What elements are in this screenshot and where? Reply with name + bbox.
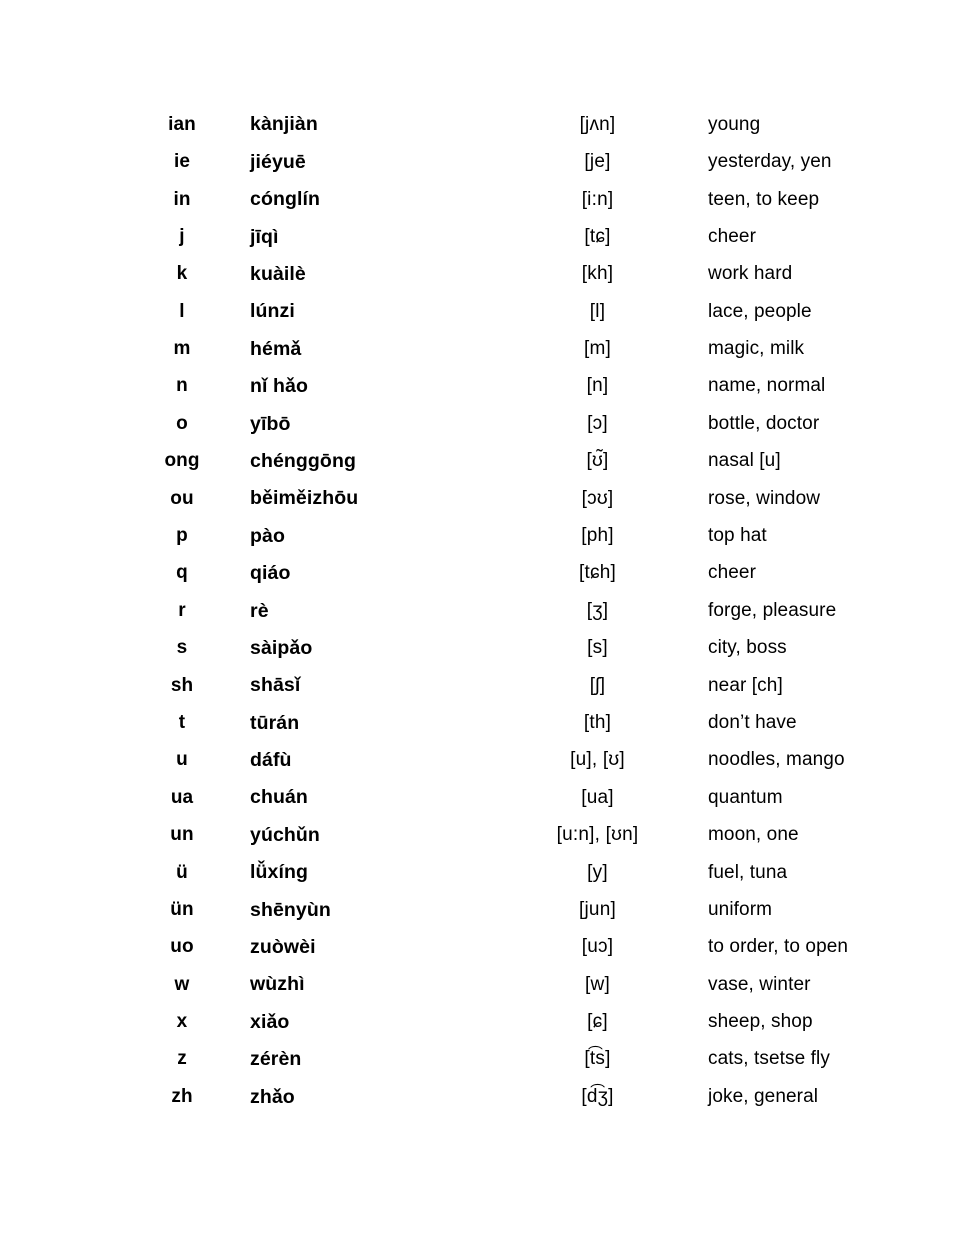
table-row (0, 929, 960, 966)
table-row (0, 480, 960, 517)
pinyin-initial-cell: w (174, 973, 190, 995)
table-row (0, 405, 960, 442)
meaning-cell: near [ch] (708, 674, 783, 696)
pinyin-initial-cell: ü (176, 861, 188, 883)
table-row (0, 966, 960, 1003)
pinyin-example-cell: sàipǎo (250, 636, 313, 659)
ipa-cell: [ʒ] (586, 599, 609, 621)
pinyin-example-cell: qiáo (250, 562, 291, 585)
pinyin-initial-cell: zh (171, 1085, 193, 1107)
pinyin-example-cell: lúnzi (250, 300, 295, 323)
meaning-cell: young (708, 113, 761, 135)
pinyin-example-cell: xiǎo (250, 1010, 290, 1033)
pinyin-initial-cell: k (176, 263, 188, 285)
table-row (0, 629, 960, 666)
pinyin-example-cell: chénggōng (250, 449, 356, 472)
meaning-cell: cheer (708, 562, 757, 584)
pinyin-example-cell: dáfù (250, 749, 292, 772)
ipa-cell: [m] (584, 338, 611, 360)
ipa-cell: [n] (586, 375, 609, 397)
table-row (0, 218, 960, 255)
meaning-cell: cats, tsetse fly (708, 1048, 830, 1070)
meaning-cell: noodles, mango (708, 749, 845, 771)
ipa-cell: [u], [ʊ] (570, 749, 625, 771)
ipa-cell: [i:n] (581, 188, 614, 210)
pinyin-initial-cell: ou (170, 487, 194, 509)
pinyin-example-cell: wùzhì (250, 973, 305, 996)
pinyin-example-cell: lǚxíng (250, 861, 309, 884)
ipa-cell: [jun] (579, 898, 616, 920)
pinyin-example-cell: zérèn (250, 1048, 302, 1071)
ipa-cell: [kh] (581, 263, 614, 285)
meaning-cell: don’t have (708, 711, 797, 733)
meaning-cell: sheep, shop (708, 1011, 813, 1033)
meaning-cell: fuel, tuna (708, 861, 788, 883)
table-row (0, 517, 960, 554)
pinyin-example-cell: tūrán (250, 711, 300, 734)
meaning-cell: teen, to keep (708, 188, 820, 210)
ipa-cell: [ua] (581, 786, 614, 808)
pinyin-initial-cell: sh (170, 674, 194, 696)
meaning-cell: moon, one (708, 824, 799, 846)
table-row (0, 891, 960, 928)
pinyin-example-cell: kànjiàn (250, 113, 318, 136)
pinyin-initial-cell: ong (164, 450, 200, 472)
ipa-cell: [ʃ] (589, 674, 606, 696)
pinyin-initial-cell: ian (168, 113, 196, 135)
pinyin-initial-cell: t (178, 711, 186, 733)
ipa-cell: [l] (589, 300, 606, 322)
pinyin-initial-cell: o (176, 412, 188, 434)
pinyin-initial-cell: un (170, 824, 194, 846)
table-row (0, 143, 960, 180)
pinyin-initial-cell: ie (173, 151, 191, 173)
meaning-cell: city, boss (708, 637, 787, 659)
ipa-cell: [th] (583, 711, 612, 733)
table-row (0, 667, 960, 704)
table-row (0, 443, 960, 480)
table-row (0, 1041, 960, 1078)
table-row (0, 256, 960, 293)
ipa-cell: [w] (585, 973, 610, 995)
pinyin-initial-cell: q (176, 562, 188, 584)
pinyin-initial-cell: uo (170, 936, 194, 958)
pinyin-initial-cell: in (173, 188, 191, 210)
meaning-cell: nasal [u] (708, 450, 781, 472)
ipa-cell: [y] (587, 861, 608, 883)
meaning-cell: vase, winter (708, 973, 811, 995)
pinyin-example-cell: hémǎ (250, 337, 302, 360)
table-body (0, 106, 960, 1116)
meaning-cell: forge, pleasure (708, 599, 837, 621)
table-row (0, 592, 960, 629)
pinyin-initial-cell: x (176, 1011, 188, 1033)
table-row (0, 106, 960, 143)
table-row (0, 704, 960, 741)
ipa-cell: [ʊ̃] (586, 450, 609, 472)
pinyin-example-cell: jīqì (250, 225, 279, 248)
pinyin-example-cell: chuán (250, 786, 308, 809)
pinyin-example-cell: kuàilè (250, 263, 306, 286)
ipa-cell: [jʌn] (579, 113, 616, 135)
meaning-cell: work hard (708, 263, 793, 285)
pinyin-example-cell: cónglín (250, 188, 321, 211)
ipa-cell: [ɕ] (587, 1011, 608, 1033)
pinyin-initial-cell: p (176, 525, 188, 547)
meaning-cell: joke, general (708, 1085, 819, 1107)
ipa-cell: [s] (587, 637, 608, 659)
ipa-cell: [ɔʊ] (581, 487, 614, 509)
pinyin-initial-cell: n (176, 375, 188, 397)
pinyin-initial-cell: l (179, 300, 185, 322)
meaning-cell: to order, to open (708, 936, 849, 958)
meaning-cell: yesterday, yen (708, 151, 832, 173)
pinyin-example-cell: zuòwèi (250, 936, 316, 959)
pinyin-initial-cell: s (176, 637, 188, 659)
pinyin-pronunciation-table (0, 106, 960, 1116)
meaning-cell: bottle, doctor (708, 412, 820, 434)
ipa-cell: [uɔ] (581, 936, 614, 958)
table-row (0, 555, 960, 592)
meaning-cell: lace, people (708, 300, 812, 322)
pinyin-initial-cell: ün (170, 898, 194, 920)
pinyin-example-cell: pào (250, 524, 285, 547)
table-row (0, 854, 960, 891)
pinyin-example-cell: běiměizhōu (250, 487, 359, 510)
meaning-cell: top hat (708, 525, 767, 547)
pinyin-example-cell: zhǎo (250, 1085, 295, 1108)
pinyin-example-cell: rè (250, 599, 269, 622)
ipa-cell: [tɕh] (579, 562, 616, 584)
ipa-cell: [ph] (581, 525, 614, 547)
table-row (0, 1003, 960, 1040)
ipa-cell: [u:n], [ʊn] (556, 824, 639, 846)
pinyin-initial-cell: z (177, 1048, 187, 1070)
pinyin-initial-cell: u (176, 749, 188, 771)
table-row (0, 368, 960, 405)
pinyin-example-cell: nǐ hǎo (250, 375, 309, 398)
pinyin-initial-cell: ua (170, 786, 194, 808)
pinyin-initial-cell: m (173, 338, 191, 360)
ipa-cell: [ɔ] (587, 412, 608, 434)
pinyin-example-cell: yúchǔn (250, 823, 320, 846)
table-row (0, 816, 960, 853)
meaning-cell: rose, window (708, 487, 821, 509)
meaning-cell: name, normal (708, 375, 826, 397)
ipa-cell: [je] (584, 151, 611, 173)
pinyin-initial-cell: r (178, 599, 186, 621)
meaning-cell: quantum (708, 786, 783, 808)
table-row (0, 293, 960, 330)
ipa-cell: [t͡s] (584, 1048, 611, 1070)
meaning-cell: uniform (708, 898, 773, 920)
pinyin-example-cell: yībō (250, 412, 291, 435)
table-row (0, 1078, 960, 1115)
pinyin-example-cell: shāsǐ (250, 674, 301, 697)
ipa-cell: [tɕ] (584, 225, 611, 247)
meaning-cell: cheer (708, 225, 757, 247)
table-row (0, 330, 960, 367)
pinyin-initial-cell: j (179, 225, 185, 247)
table-row (0, 742, 960, 779)
table-row (0, 779, 960, 816)
table-row (0, 181, 960, 218)
pinyin-example-cell: shēnyùn (250, 898, 331, 921)
ipa-cell: [d͡ʒ] (581, 1085, 614, 1107)
meaning-cell: magic, milk (708, 338, 805, 360)
pinyin-example-cell: jiéyuē (250, 150, 306, 173)
